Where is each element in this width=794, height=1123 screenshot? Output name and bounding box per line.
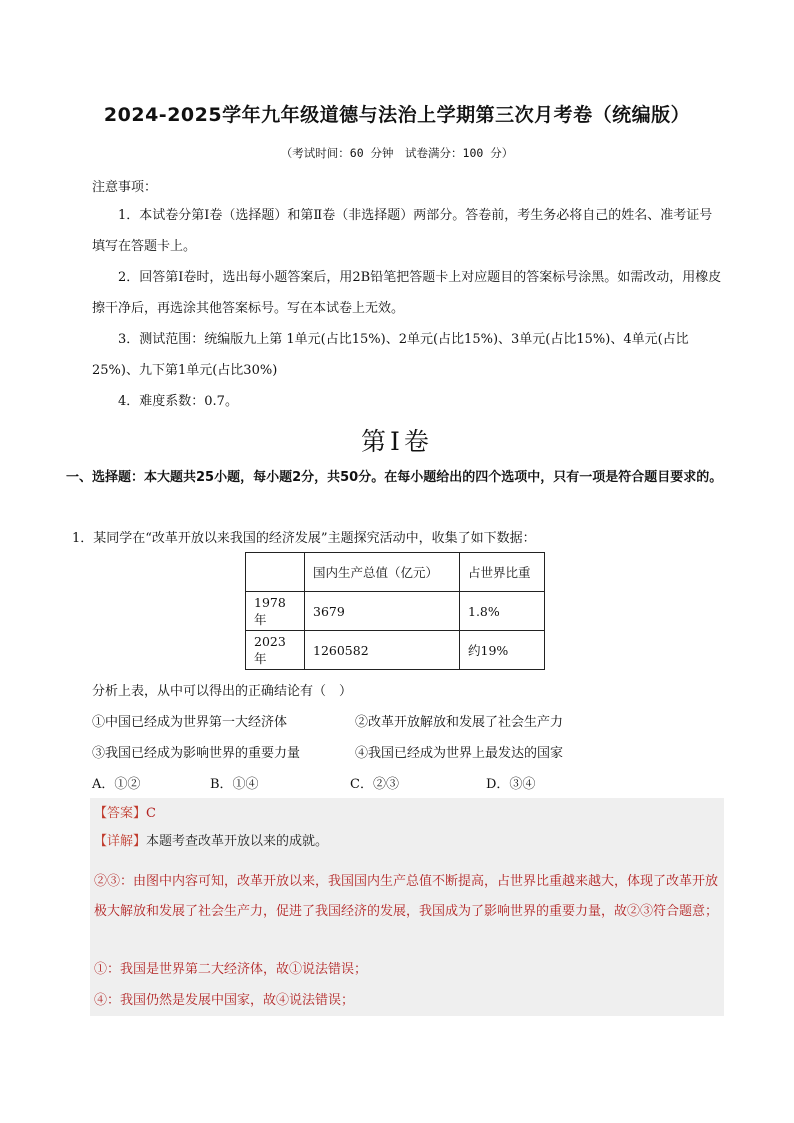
analysis-23: ②③：由图中内容可知，改革开放以来，我国国内生产总值不断提高，占世界比重越来越大，体现了改革开放极大解放和发展了社会生产力，促进了我国经济的发展，我国成为了影响世界的重要力量，故②③符合题意；: [94, 874, 719, 919]
answer-tag: 【答案】: [94, 806, 147, 821]
question-stem: 1．某同学在“改革开放以来我国的经济发展”主题探究活动中，收集了如下数据：: [72, 531, 536, 546]
detail-text: 本题考查改革开放以来的成就。: [146, 834, 329, 849]
statement-option-3: ③我国已经成为影响世界的重要力量: [92, 746, 301, 761]
volume-title: 第Ⅰ卷: [361, 427, 433, 456]
table-header-cell: 占世界比重: [460, 553, 545, 592]
analysis-4: ④：我国仍然是发展中国家，故④说法错误；: [94, 993, 355, 1008]
table-cell: 1978年: [246, 592, 305, 631]
table-row: [246, 592, 545, 631]
statement-option-1: ①中国已经成为世界第一大经济体: [92, 715, 288, 730]
exam-title: 2024-2025学年九年级道德与法治上学期第三次月考卷（统编版）: [103, 104, 691, 126]
table-header-cell: 国内生产总值（亿元）: [305, 553, 460, 592]
notes-heading: 注意事项：: [92, 180, 158, 195]
exam-subtitle: （考试时间：60 分钟 试卷满分：100 分）: [280, 146, 514, 160]
statement-option-4: ④我国已经成为世界上最发达的国家: [355, 746, 564, 761]
statement-option-2: ②改革开放解放和发展了社会生产力: [355, 715, 564, 730]
note-item-3: 3．测试范围：统编版九上第 1单元(占比15%)、2单元(占比15%)、3单元(占比15%)、4单元(占比25%)、九下第1单元(占比30%): [92, 332, 689, 378]
table-cell: 1260582: [305, 631, 460, 670]
choice-b: B．①④: [210, 777, 259, 792]
note-item-2: 2．回答第Ⅰ卷时，选出每小题答案后，用2B铅笔把答题卡上对应题目的答案标号涂黑。如需改动，用橡皮擦干净后，再选涂其他答案标号。写在本试卷上无效。: [92, 270, 722, 316]
analysis-1: ①：我国是世界第二大经济体，故①说法错误；: [94, 962, 368, 977]
answer-line: [94, 798, 722, 829]
table-header-cell: [246, 553, 305, 592]
data-table: [245, 552, 545, 670]
detail-tag: 【详解】: [94, 834, 147, 849]
note-item-4: 4．难度系数：0.7。: [118, 394, 238, 409]
choice-c: C．②③: [350, 777, 399, 792]
table-cell: 约19%: [460, 631, 545, 670]
table-cell: 3679: [305, 592, 460, 631]
table-cell: 2023年: [246, 631, 305, 670]
detail-line: [94, 826, 722, 857]
table-header-row: [246, 553, 545, 592]
section-instructions: 一、选择题：本大题共25小题，每小题2分，共50分。在每小题给出的四个选项中，只有一项是符合题目要求的。: [66, 470, 723, 485]
question-prompt: 分析上表，从中可以得出的正确结论有（ ）: [92, 684, 353, 699]
answer-value: C: [146, 806, 156, 821]
choice-a: A．①②: [92, 777, 141, 792]
table-cell: 1.8%: [460, 592, 545, 631]
note-item-1: 1．本试卷分第Ⅰ卷（选择题）和第Ⅱ卷（非选择题）两部分。答卷前，考生务必将自己的姓名、准考证号填写在答题卡上。: [92, 208, 713, 254]
table-row: [246, 631, 545, 670]
choice-d: D．③④: [486, 777, 536, 792]
